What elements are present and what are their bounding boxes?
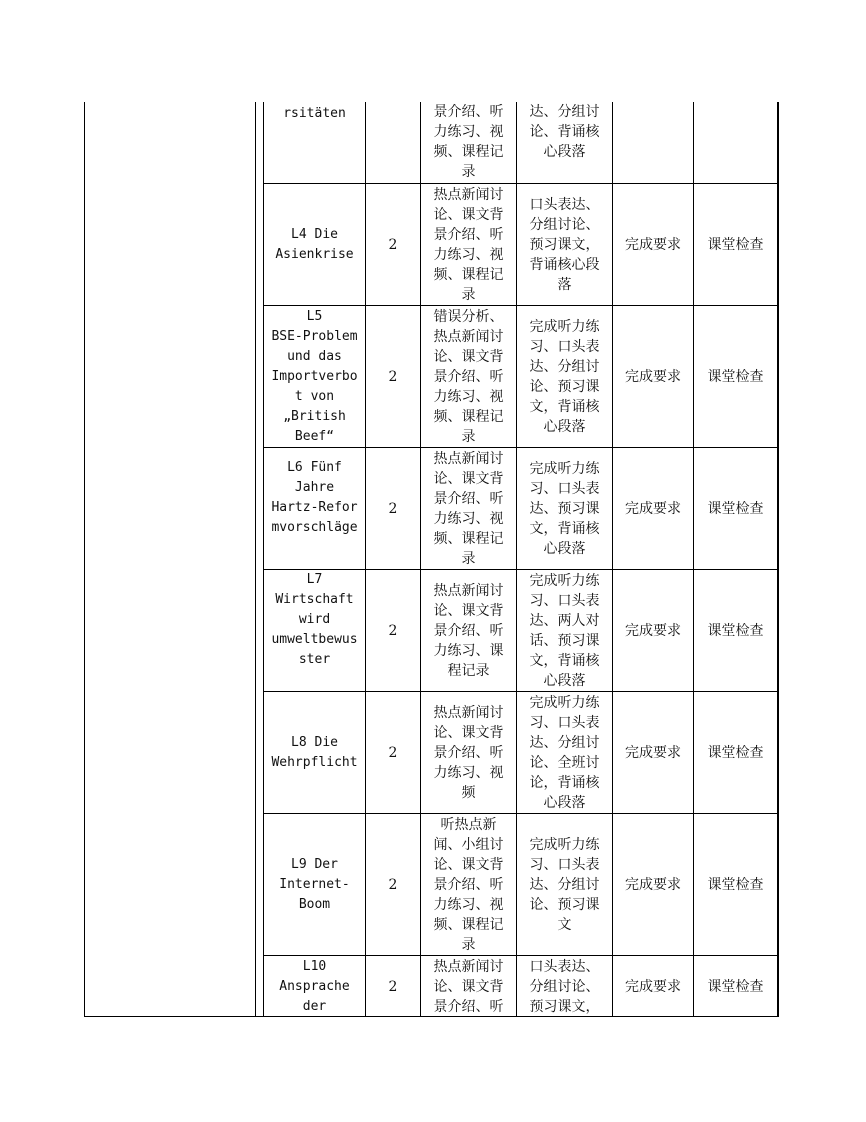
table-row	[263, 814, 778, 956]
lesson-title: L10 Ansprache der	[263, 956, 365, 1017]
requirement-cell: 完成要求	[612, 814, 693, 955]
table-row	[263, 102, 778, 184]
requirement-cell	[612, 102, 693, 183]
method-cell: 听热点新 闻、小组讨 论、课文背 景介绍、听 力练习、视 频、课程记 录	[420, 814, 516, 955]
lesson-title: L8 Die Wehrpflicht	[263, 692, 365, 813]
method-cell: 热点新闻讨 论、课文背 景介绍、听	[420, 956, 516, 1017]
hours-cell: 2	[365, 692, 420, 813]
hours-cell: 2	[365, 814, 420, 955]
hours-cell: 2	[365, 184, 420, 305]
lesson-title: L5 BSE-Problem und das Importverbo t von „British Beef“	[263, 306, 365, 447]
task-cell: 完成听力练 习、口头表 达、分组讨 论、全班讨 论，背诵核 心段落	[516, 692, 612, 813]
right-border	[778, 102, 779, 1017]
method-cell: 景介绍、听 力练习、视 频、课程记 录	[420, 102, 516, 183]
method-cell: 热点新闻讨 论、课文背 景介绍、听 力练习、课 程记录	[420, 570, 516, 691]
requirement-cell: 完成要求	[612, 956, 693, 1017]
requirement-cell: 完成要求	[612, 570, 693, 691]
check-cell: 课堂检查	[693, 306, 778, 447]
method-cell: 热点新闻讨 论、课文背 景介绍、听 力练习、视 频、课程记 录	[420, 184, 516, 305]
check-cell: 课堂检查	[693, 184, 778, 305]
check-cell: 课堂检查	[693, 448, 778, 569]
hours-cell: 2	[365, 306, 420, 447]
table-row	[263, 184, 778, 306]
check-cell: 课堂检查	[693, 956, 778, 1017]
lesson-title: L7 Wirtschaft wird umweltbewus ster	[263, 570, 365, 691]
lesson-title: L6 Fünf Jahre Hartz-Refor mvorschläge	[263, 448, 365, 569]
table-row	[263, 956, 778, 1017]
table-row	[263, 570, 778, 692]
method-cell: 热点新闻讨 论、课文背 景介绍、听 力练习、视 频、课程记 录	[420, 448, 516, 569]
hours-cell: 2	[365, 448, 420, 569]
method-cell: 错误分析、 热点新闻讨 论、课文背 景介绍、听 力练习、视 频、课程记 录	[420, 306, 516, 447]
method-cell: 热点新闻讨 论、课文背 景介绍、听 力练习、视 频	[420, 692, 516, 813]
check-cell: 课堂检查	[693, 692, 778, 813]
requirement-cell: 完成要求	[612, 184, 693, 305]
task-cell: 完成听力练 习、口头表 达、预习课 文，背诵核 心段落	[516, 448, 612, 569]
lesson-title: L9 Der Internet- Boom	[263, 814, 365, 955]
task-cell: 口头表达、 分组讨论、 预习课文， 背诵核心段 落	[516, 184, 612, 305]
requirement-cell: 完成要求	[612, 306, 693, 447]
task-cell: 完成听力练 习、口头表 达、分组讨 论、预习课 文	[516, 814, 612, 955]
check-cell: 课堂检查	[693, 570, 778, 691]
task-cell: 完成听力练 习、口头表 达、两人对 话、预习课 文，背诵核 心段落	[516, 570, 612, 691]
lesson-title: L4 Die Asienkrise	[263, 184, 365, 305]
hours-cell: 2	[365, 956, 420, 1017]
task-cell: 完成听力练 习、口头表 达、分组讨 论、预习课 文，背诵核 心段落	[516, 306, 612, 447]
check-cell: 课堂检查	[693, 814, 778, 955]
hours-cell	[365, 102, 420, 183]
requirement-cell: 完成要求	[612, 448, 693, 569]
table-row	[263, 692, 778, 814]
inner-left-border	[263, 102, 264, 1017]
table-row	[263, 448, 778, 570]
lesson-title: rsitäten	[263, 102, 365, 183]
requirement-cell: 完成要求	[612, 692, 693, 813]
hours-cell: 2	[365, 570, 420, 691]
task-cell: 达、分组讨 论、背诵核 心段落	[516, 102, 612, 183]
check-cell	[693, 102, 778, 183]
task-cell: 口头表达、 分组讨论、 预习课文，	[516, 956, 612, 1017]
table-row	[263, 306, 778, 448]
